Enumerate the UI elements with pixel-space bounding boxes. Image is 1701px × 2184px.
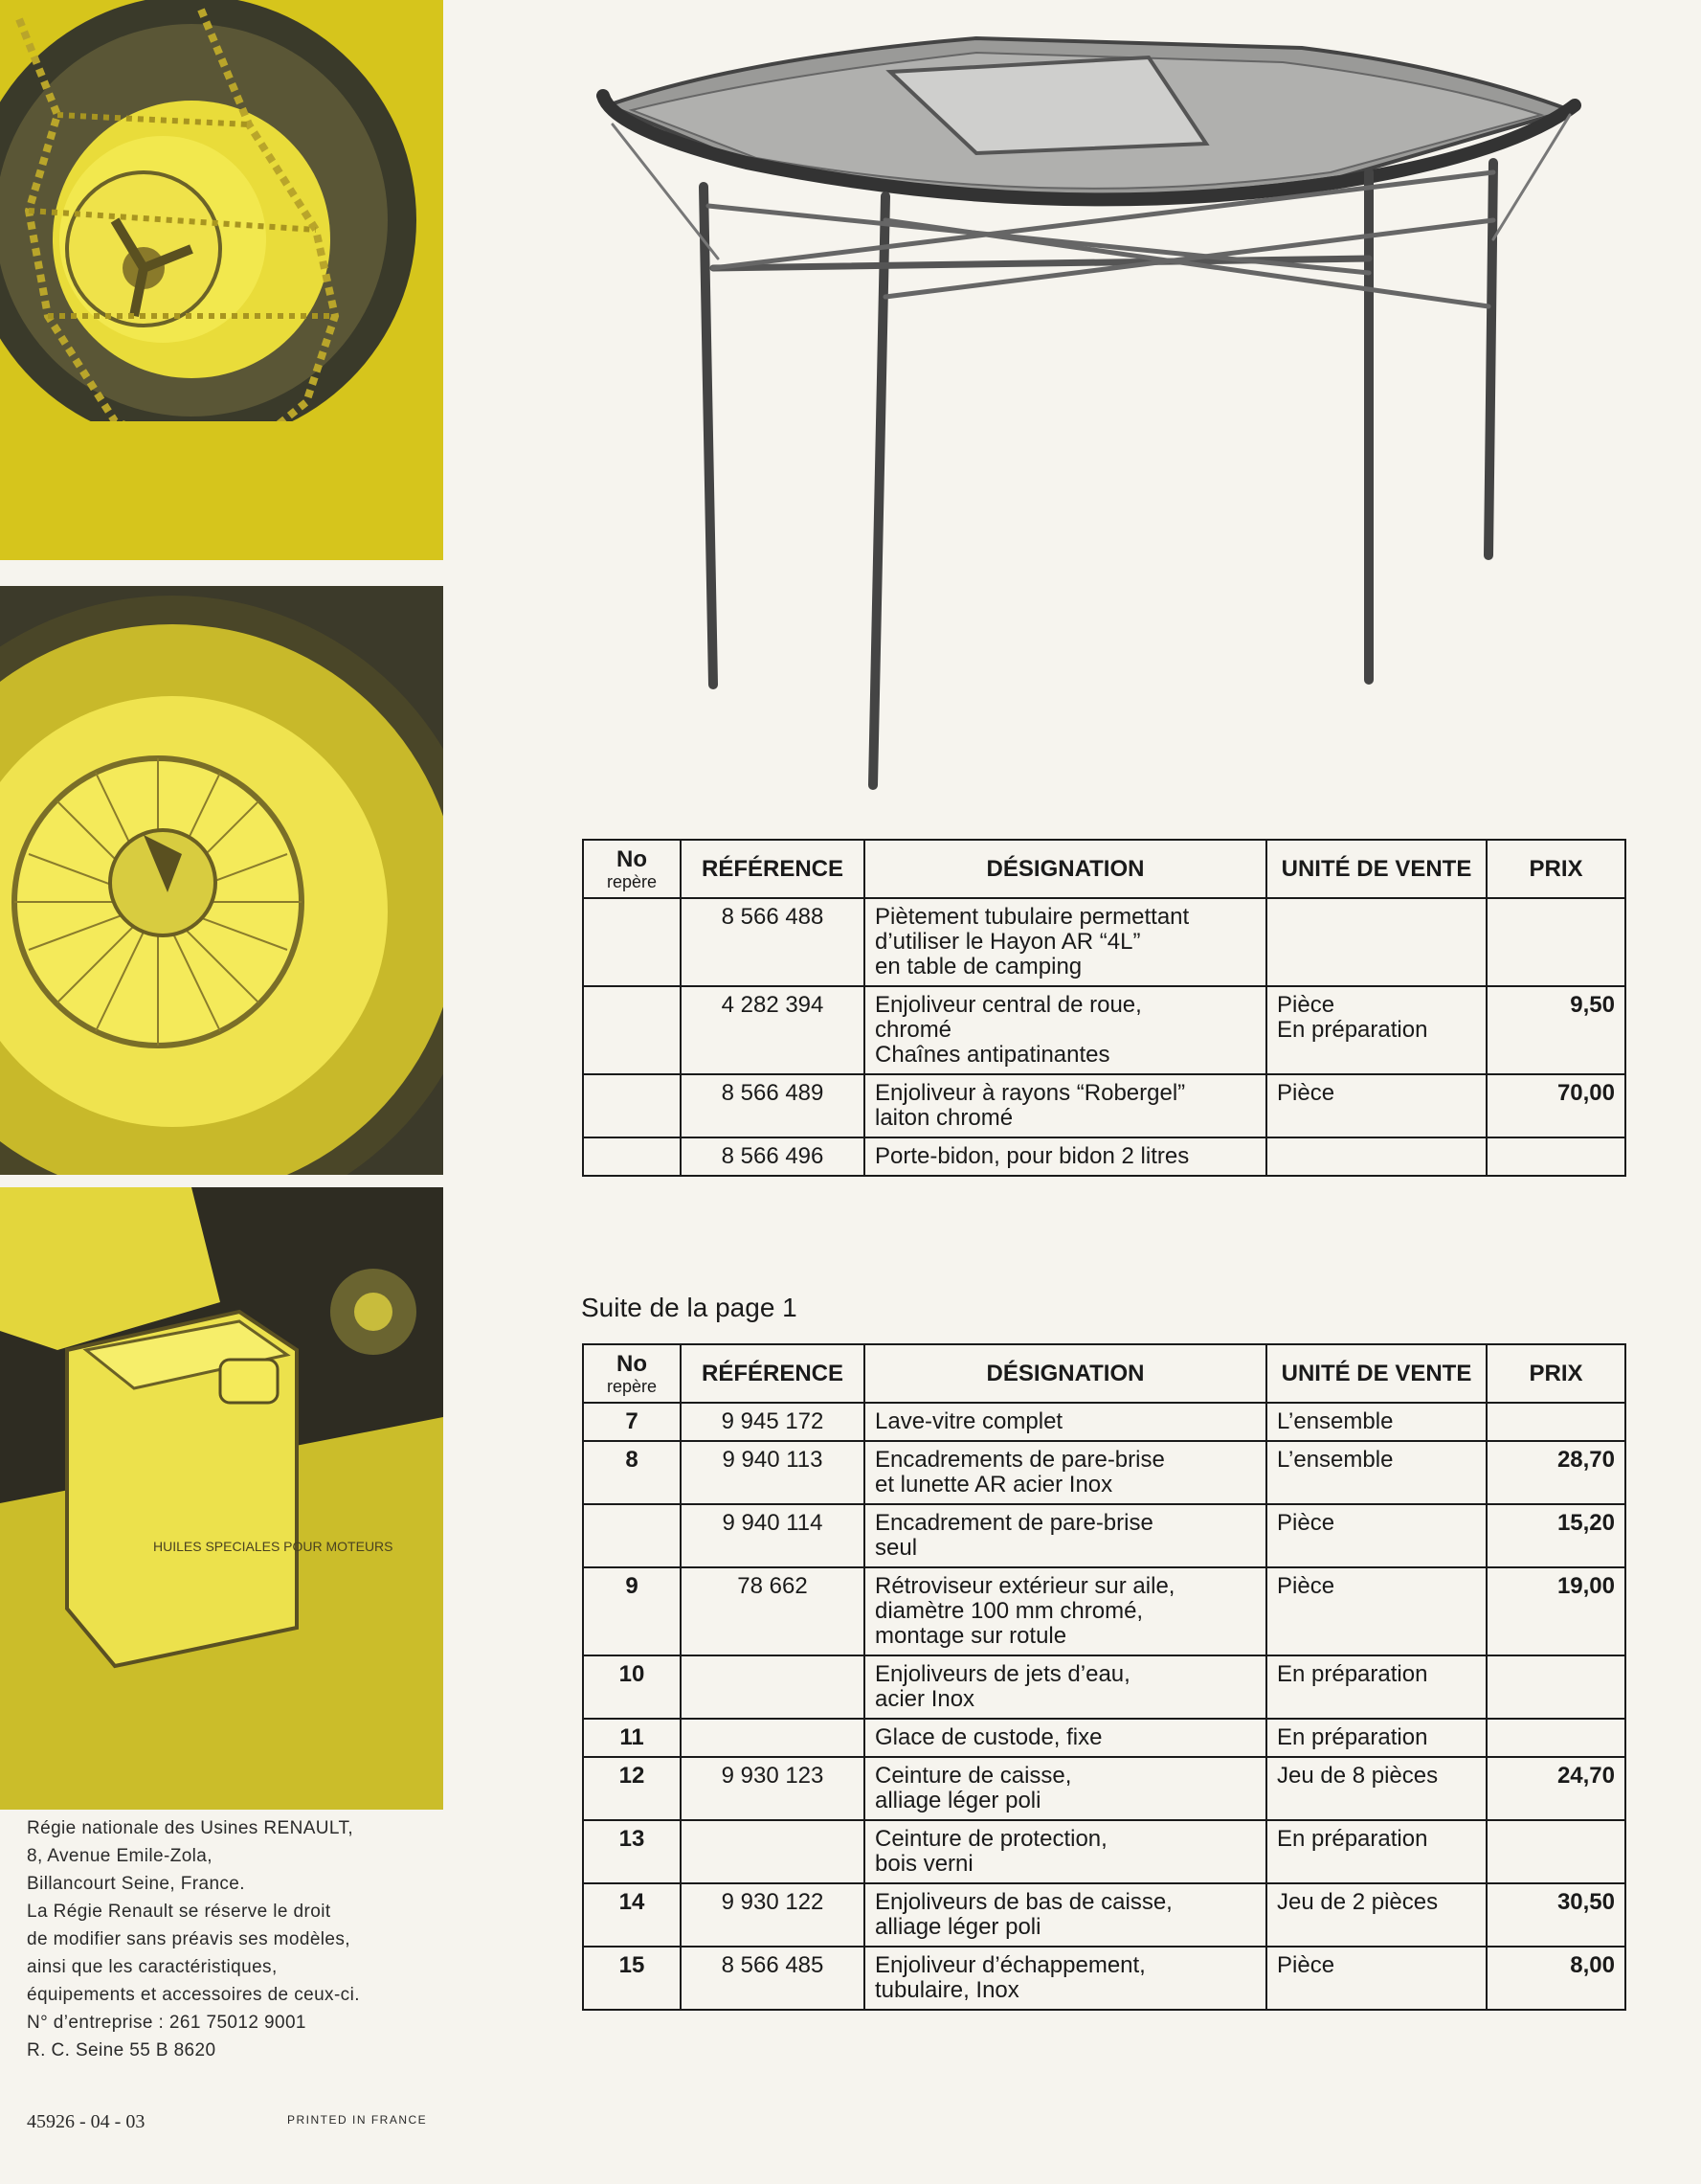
cell-designation-text: Enjoliveur à rayons “Robergel” laiton chromé (875, 1080, 1186, 1131)
document-code: 45926 - 04 - 03 (27, 2111, 145, 2132)
cell-unit (1266, 1504, 1487, 1567)
cell-unit-text: Jeu de 8 pièces (1277, 1763, 1439, 1789)
company-info-line: ainsi que les caractéristiques, (27, 1957, 278, 1977)
cell-no (583, 1883, 681, 1947)
cell-no (583, 1074, 681, 1137)
cell-designation (864, 986, 1266, 1074)
cell-unit (1266, 1947, 1487, 2010)
cell-designation-text: Encadrement de pare-brise seul (875, 1510, 1153, 1561)
cell-reference-text: 9 940 113 (722, 1447, 823, 1473)
cell-reference-text: 8 566 485 (721, 1952, 824, 1978)
cell-reference (681, 1567, 864, 1655)
cell-designation-text: Ceinture de protection, bois verni (875, 1826, 1108, 1877)
table-header-row (583, 1344, 1625, 1403)
cell-price (1487, 1504, 1625, 1567)
cell-price-text: 70,00 (1556, 1080, 1615, 1106)
header-unit: UNITÉ DE VENTE (1266, 1344, 1487, 1403)
cell-no (583, 1403, 681, 1441)
cell-no (583, 1719, 681, 1757)
cell-designation (864, 1655, 1266, 1719)
cell-unit-text: Pièce En préparation (1277, 992, 1428, 1043)
cell-unit-text: Jeu de 2 pièces (1277, 1889, 1439, 1915)
header-unit: UNITÉ DE VENTE (1266, 840, 1487, 898)
table-row (583, 986, 1625, 1074)
accessories-table-1 (582, 839, 1626, 1177)
oil-can-label: HUILES SPECIALES POUR MOTEURS (153, 1539, 393, 1554)
cell-reference (681, 1655, 864, 1719)
company-info (27, 1814, 429, 2064)
cell-reference (681, 986, 864, 1074)
company-info-line: de modifier sans préavis ses modèles, (27, 1929, 350, 1949)
cell-unit (1266, 1567, 1487, 1655)
cell-no-text: 14 (618, 1889, 645, 1915)
header-price: PRIX (1487, 840, 1625, 898)
wheel-chains-illustration (0, 0, 443, 560)
table-row (583, 1719, 1625, 1757)
company-info-line: équipements et accessoires de ceux-ci. (27, 1985, 360, 2005)
cell-unit-text: Pièce (1277, 1510, 1335, 1536)
cell-designation-text: Ceinture de caisse, alliage léger poli (875, 1763, 1072, 1813)
cell-reference (681, 1403, 864, 1441)
cell-designation (864, 1567, 1266, 1655)
cell-price-text: 9,50 (1570, 992, 1615, 1018)
cell-no (583, 1655, 681, 1719)
cell-reference (681, 898, 864, 986)
cell-unit (1266, 1655, 1487, 1719)
cell-reference (681, 1820, 864, 1883)
cell-reference-text: 9 940 114 (722, 1510, 823, 1536)
cell-no (583, 1757, 681, 1820)
cell-designation-text: Encadrements de pare-brise et lunette AR acier Inox (875, 1447, 1165, 1497)
cell-unit (1266, 1441, 1487, 1504)
header-no: No repère (583, 1344, 681, 1403)
cell-reference (681, 1441, 864, 1504)
cell-price-text: 30,50 (1556, 1889, 1615, 1915)
header-price: PRIX (1487, 1344, 1625, 1403)
cell-designation (864, 1757, 1266, 1820)
header-no-sub: repère (606, 872, 658, 891)
cell-unit-text: En préparation (1277, 1724, 1428, 1750)
company-info-line: La Régie Renault se réserve le droit (27, 1902, 331, 1922)
camping-table-illustration (574, 19, 1637, 804)
cell-designation-text: Enjoliveurs de bas de caisse, alliage léger poli (875, 1889, 1173, 1940)
cell-reference-text: 78 662 (737, 1573, 808, 1599)
cell-no (583, 1137, 681, 1176)
cell-price (1487, 1820, 1625, 1883)
cell-price (1487, 1719, 1625, 1757)
header-designation: DÉSIGNATION (864, 1344, 1266, 1403)
header-reference: RÉFÉRENCE (681, 840, 864, 898)
cell-designation (864, 1883, 1266, 1947)
table-row (583, 1757, 1625, 1820)
photo-wire-wheel-trim (0, 586, 443, 1175)
cell-price (1487, 986, 1625, 1074)
cell-price-text: 24,70 (1556, 1763, 1615, 1789)
cell-reference (681, 1504, 864, 1567)
cell-reference-text: 9 930 122 (721, 1889, 824, 1915)
photo-oil-can-holder (0, 1187, 443, 1810)
cell-designation-text: Enjoliveurs de jets d’eau, acier Inox (875, 1661, 1130, 1712)
cell-designation (864, 1403, 1266, 1441)
cell-unit-text: L’ensemble (1277, 1408, 1394, 1434)
cell-reference-text: 9 930 123 (721, 1763, 824, 1789)
cell-designation (864, 1074, 1266, 1137)
cell-unit-text: En préparation (1277, 1661, 1428, 1687)
table-header-row (583, 840, 1625, 898)
cell-reference-text: 9 945 172 (721, 1408, 824, 1434)
company-info-line: N° d’entreprise : 261 75012 9001 (27, 2013, 306, 2033)
cell-unit (1266, 986, 1487, 1074)
table-row (583, 898, 1625, 986)
cell-reference (681, 1074, 864, 1137)
table-row (583, 1403, 1625, 1441)
oil-can-illustration (0, 1187, 443, 1810)
cell-designation (864, 1947, 1266, 2010)
cell-no-text: 9 (625, 1573, 638, 1599)
table-row (583, 1567, 1625, 1655)
cell-price (1487, 898, 1625, 986)
cell-reference (681, 1757, 864, 1820)
cell-designation-text: Lave-vitre complet (875, 1408, 1063, 1434)
table-row (583, 1074, 1625, 1137)
table-row (583, 1655, 1625, 1719)
cell-unit (1266, 1757, 1487, 1820)
wire-wheel-illustration (0, 586, 443, 1175)
company-info-line: R. C. Seine 55 B 8620 (27, 2040, 216, 2060)
cell-reference-text: 8 566 496 (721, 1143, 824, 1169)
cell-price (1487, 1567, 1625, 1655)
cell-designation (864, 1719, 1266, 1757)
cell-price (1487, 1947, 1625, 2010)
cell-unit (1266, 898, 1487, 986)
cell-unit-text: Pièce (1277, 1952, 1335, 1978)
cell-price (1487, 1137, 1625, 1176)
cell-price (1487, 1655, 1625, 1719)
cell-no-text: 15 (618, 1952, 645, 1978)
cell-designation (864, 1137, 1266, 1176)
cell-reference (681, 1137, 864, 1176)
header-reference: RÉFÉRENCE (681, 1344, 864, 1403)
cell-no-text: 8 (625, 1447, 638, 1473)
cell-price (1487, 1403, 1625, 1441)
printed-in-france: PRINTED IN FRANCE (287, 2113, 428, 2127)
cell-reference (681, 1947, 864, 2010)
cell-designation (864, 1504, 1266, 1567)
cell-designation (864, 898, 1266, 986)
accessories-table-2 (582, 1343, 1626, 2011)
cell-no (583, 986, 681, 1074)
cell-designation-text: Porte-bidon, pour bidon 2 litres (875, 1143, 1190, 1169)
cell-reference (681, 1883, 864, 1947)
cell-no (583, 1567, 681, 1655)
cell-unit-text: Pièce (1277, 1080, 1335, 1106)
cell-designation-text: Glace de custode, fixe (875, 1724, 1103, 1750)
cell-price (1487, 1441, 1625, 1504)
header-no: No repère (583, 840, 681, 898)
company-info-line: Billancourt Seine, France. (27, 1874, 245, 1894)
header-designation: DÉSIGNATION (864, 840, 1266, 898)
table-2-body (583, 1403, 1625, 2010)
cell-no (583, 898, 681, 986)
cell-unit (1266, 1820, 1487, 1883)
cell-unit (1266, 1719, 1487, 1757)
header-no-sub: repère (606, 1377, 658, 1396)
cell-no (583, 1441, 681, 1504)
cell-designation-text: Enjoliveur central de roue, chromé Chaînes antipatinantes (875, 992, 1142, 1068)
cell-price (1487, 1757, 1625, 1820)
cell-reference (681, 1719, 864, 1757)
cell-unit (1266, 1403, 1487, 1441)
cell-unit (1266, 1137, 1487, 1176)
company-info-line: 8, Avenue Emile-Zola, (27, 1846, 213, 1866)
cell-designation-text: Enjoliveur d’échappement, tubulaire, Inox (875, 1952, 1146, 2003)
cell-price-text: 19,00 (1556, 1573, 1615, 1599)
cell-unit-text: Pièce (1277, 1573, 1335, 1599)
table-row (583, 1441, 1625, 1504)
cell-no-text: 10 (618, 1661, 645, 1687)
table-1-body (583, 898, 1625, 1176)
cell-no-text: 11 (619, 1724, 644, 1750)
cell-price-text: 28,70 (1556, 1447, 1615, 1473)
cell-reference-text: 8 566 489 (721, 1080, 824, 1106)
cell-unit (1266, 1883, 1487, 1947)
cell-no (583, 1947, 681, 2010)
cell-no (583, 1820, 681, 1883)
suite-title: Suite de la page 1 (581, 1293, 797, 1322)
cell-no (583, 1504, 681, 1567)
photo-wheel-snow-chains (0, 0, 443, 560)
cell-no-text: 7 (625, 1408, 638, 1434)
cell-designation (864, 1441, 1266, 1504)
cell-price-text: 8,00 (1570, 1952, 1615, 1978)
cell-designation (864, 1820, 1266, 1883)
cell-no-text: 13 (618, 1826, 645, 1852)
cell-price (1487, 1883, 1625, 1947)
cell-unit (1266, 1074, 1487, 1137)
cell-price (1487, 1074, 1625, 1137)
company-info-line: Régie nationale des Usines RENAULT, (27, 1818, 354, 1838)
cell-designation-text: Rétroviseur extérieur sur aile, diamètre 100 mm chromé, montage sur rotule (875, 1573, 1175, 1649)
cell-reference-text: 8 566 488 (721, 904, 824, 930)
cell-no-text: 12 (618, 1763, 645, 1789)
cell-reference-text: 4 282 394 (721, 992, 824, 1018)
table-row (583, 1504, 1625, 1567)
table-row (583, 1947, 1625, 2010)
cell-unit-text: L’ensemble (1277, 1447, 1394, 1473)
table-row (583, 1820, 1625, 1883)
cell-designation-text: Piètement tubulaire permettant d’utiliser le Hayon AR “4L” en table de camping (875, 904, 1190, 979)
table-row (583, 1137, 1625, 1176)
cell-unit-text: En préparation (1277, 1826, 1428, 1852)
table-row (583, 1883, 1625, 1947)
cell-price-text: 15,20 (1556, 1510, 1615, 1536)
